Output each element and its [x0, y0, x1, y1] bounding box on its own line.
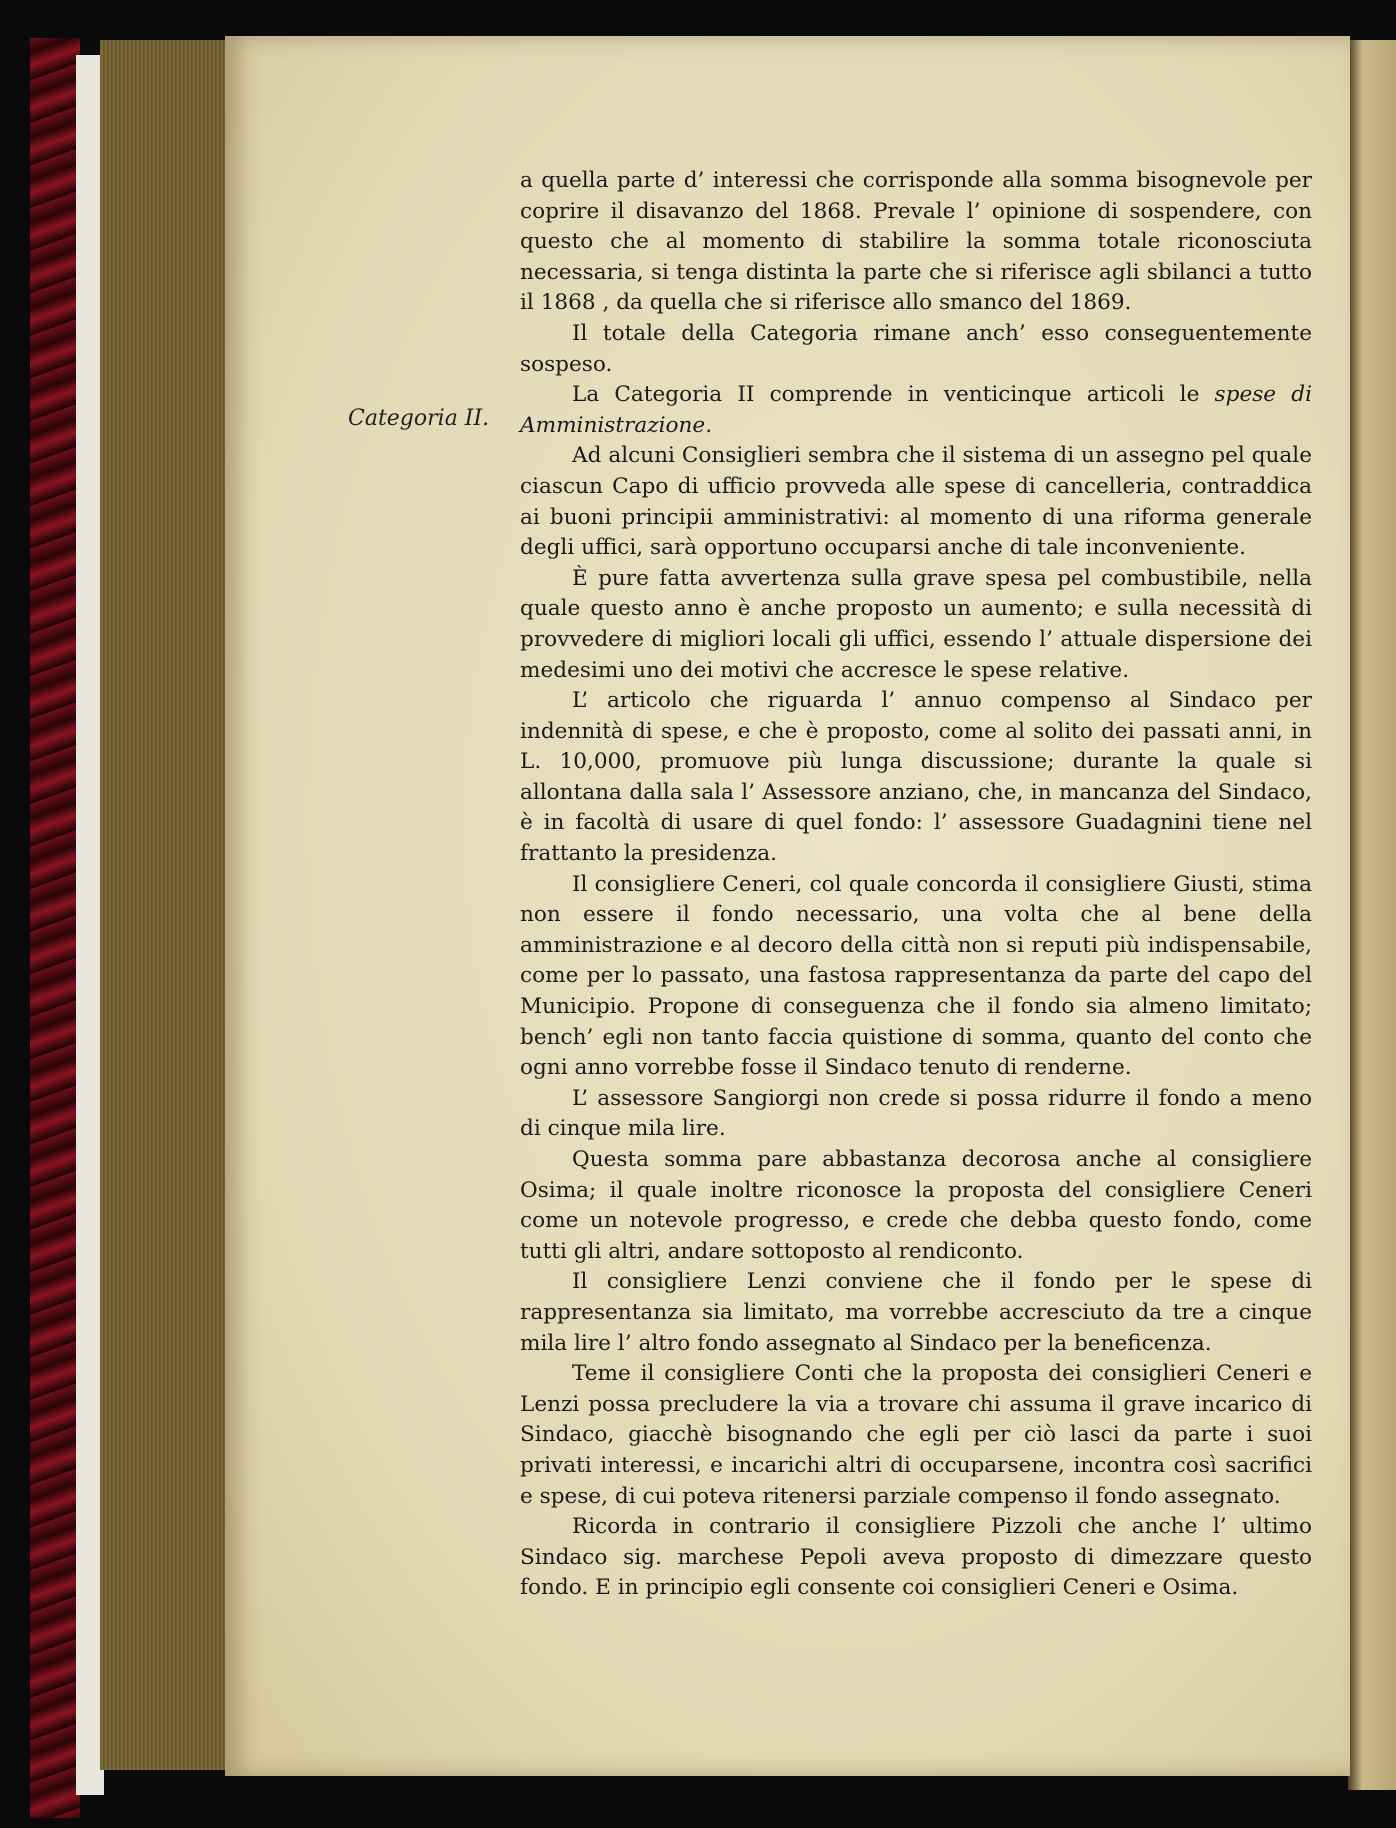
paragraph-3 [520, 380, 1312, 441]
paragraph-3-italic: spese di Amministrazione. [520, 382, 1312, 438]
paragraph-10: Il consigliere Lenzi conviene che il fondo per le spese di rappresentanza sia limitato, ma vorrebbe accresciuto da tre a cinque mila lire l’ altro fondo assegnato al Sindaco per la beneficenza. [520, 1269, 1312, 1356]
paragraph-1: a quella parte d’ interessi che corrisponde alla somma bisognevole per coprire il disavanzo del 1868. Prevale l’ opinione di sospendere, con questo che al momento di stabilire la somma totale riconosciuta necessaria, si tenga distinta la parte che si riferisce agli sbilanci a tutto il 1868 , da quella che si riferisce allo smanco del 1869. [520, 168, 1312, 316]
paragraph-3-text: La Categoria II comprende in venticinque articoli le [572, 382, 1215, 408]
paragraph-5: È pure fatta avvertenza sulla grave spesa pel combustibile, nella quale questo anno è anche proposto un aumento; e sulla necessità di provvedere di migliori locali gli uffici, essendo l’ attuale dispersione dei medesimi uno dei motivi che accresce le spese relative. [520, 565, 1312, 683]
margin-note-categoria: Categoria II. [348, 406, 490, 431]
book-cover-edge [30, 38, 80, 1818]
page-body-text [520, 166, 1312, 1604]
paragraph-4: Ad alcuni Consiglieri sembra che il sistema di un assegno pel quale ciascun Capo di ufficio provveda alle spese di cancelleria, contraddica ai buoni principii amministrativi: al momento di una riforma generale degli uffici, sarà opportuno occuparsi anche di tale inconveniente. [520, 443, 1312, 561]
paragraph-7: Il consigliere Ceneri, col quale concorda il consigliere Giusti, stima non essere il fondo necessario, una volta che al bene della amministrazione e al decoro della città non si reputi più indispensabile, come per lo passato, una fastosa rappresentanza da parte del capo del Municipio. Propone di conseguenza che il fondo sia almeno limitato; bench’ egli non tanto faccia quistione di somma, quanto del conto che ogni anno vorrebbe fosse il Sindaco tenuto di renderne. [520, 871, 1312, 1081]
facing-page-edge [1348, 40, 1396, 1790]
paragraph-8: L’ assessore Sangiorgi non crede si possa ridurre il fondo a meno di cinque mila lire. [520, 1085, 1312, 1142]
paragraph-12: Ricorda in contrario il consigliere Pizzoli che anche l’ ultimo Sindaco sig. marchese Pepoli aveva proposto di dimezzare questo fondo. E in principio egli consente coi consiglieri Ceneri e Osima. [520, 1514, 1312, 1601]
paragraph-11: Teme il consigliere Conti che la proposta dei consiglieri Ceneri e Lenzi possa precludere la via a trovare chi assuma il grave incarico di Sindaco, giacchè bisognando che egli per ciò lasci da parte i suoi privati interessi, e incarichi altri di occuparsene, incontra così sacrifici e spese, di cui poteva ritenersi parziale compenso il fondo assegnato. [520, 1361, 1312, 1509]
paragraph-6: L’ articolo che riguarda l’ annuo compenso al Sindaco per indennità di spese, e che è proposto, come al solito dei passati anni, in L. 10,000, promuove più lunga discussione; durante la quale si allontana dalla sala l’ Assessore anziano, che, in mancanza del Sindaco, è in facoltà di usare di quel fondo: l’ assessore Guadagnini tiene nel frattanto la presidenza. [520, 688, 1312, 867]
paragraph-2: Il totale della Categoria rimane anch’ esso conseguentemente sospeso. [520, 320, 1312, 377]
paragraph-9: Questa somma pare abbastanza decorosa anche al consigliere Osima; il quale inoltre riconosce la proposta del consigliere Ceneri come un notevole progresso, e crede che debba questo fondo, come tutti gli altri, andare sottoposto al rendiconto. [520, 1147, 1312, 1264]
page-block-edges [100, 40, 230, 1770]
